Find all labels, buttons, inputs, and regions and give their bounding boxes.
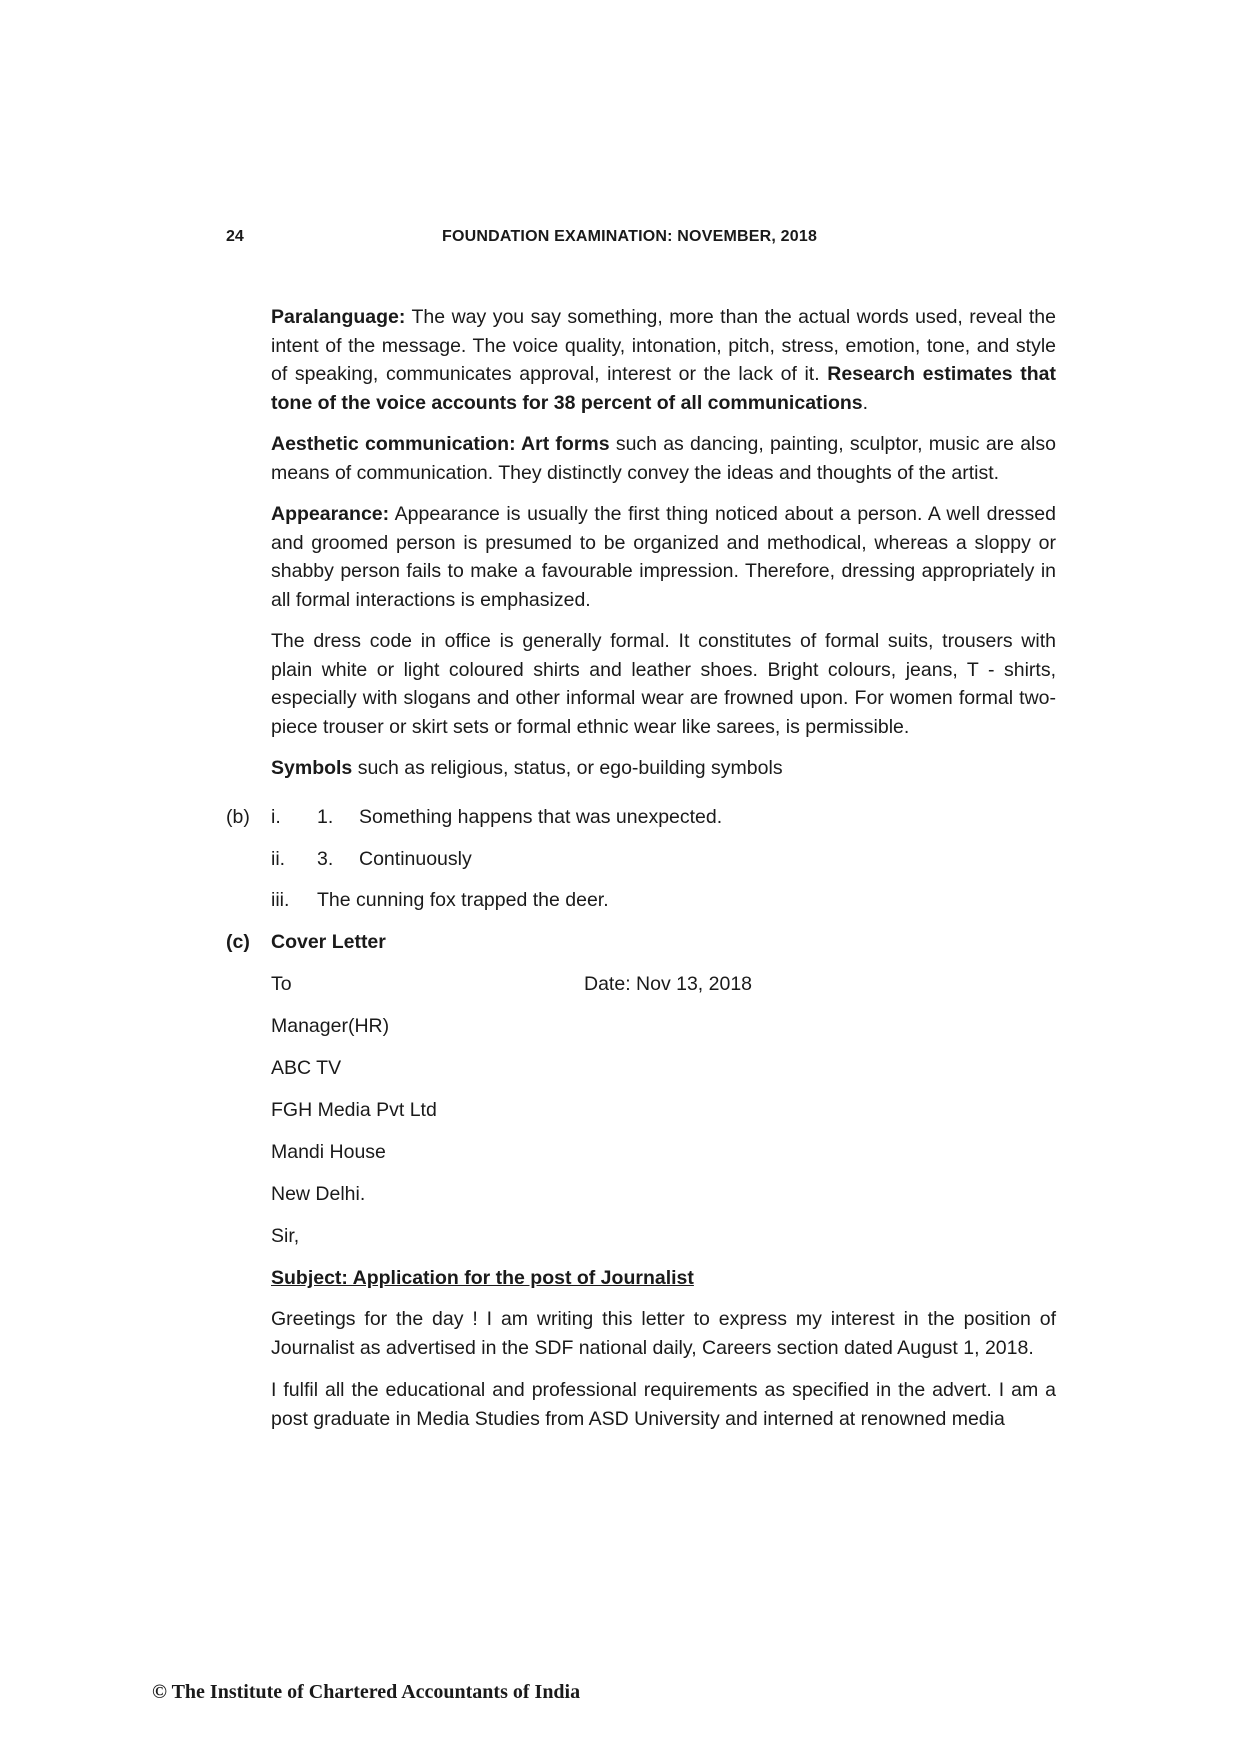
footer-copyright: © The Institute of Chartered Accountants of India	[152, 1681, 581, 1703]
paralanguage-term: Paralanguage:	[271, 306, 406, 328]
paralanguage-emphasis: Research estimates that tone of the voice accounts for 38 percent of all communications	[271, 363, 1056, 414]
aesthetic-text: such as dancing, painting, sculptor, music are also means of communication. They distinctly convey the ideas and thoughts of the artist.	[271, 433, 1056, 484]
letter-salutation: Sir,	[271, 1225, 300, 1247]
page-header-title: FOUNDATION EXAMINATION: NOVEMBER, 2018	[442, 228, 818, 245]
letter-date: Date: Nov 13, 2018	[584, 973, 753, 995]
paralanguage-paragraph	[271, 303, 1056, 417]
appearance-paragraph	[271, 500, 1056, 614]
page-number: 24	[226, 228, 244, 245]
list-item-text: Continuously	[359, 848, 472, 870]
list-item-text: The cunning fox trapped the deer.	[317, 889, 609, 911]
list-item	[271, 806, 722, 829]
symbols-text: such as religious, status, or ego-building symbols	[352, 757, 783, 779]
list-item	[271, 889, 609, 912]
letter-paragraph-1: Greetings for the day ! I am writing this letter to express my interest in the position of Journalist as advertised in the SDF national daily, Careers section dated August 1, 2018.	[271, 1308, 1056, 1359]
aesthetic-term: Aesthetic communication: Art forms	[271, 433, 610, 455]
list-item-text: Something happens that was unexpected.	[359, 806, 723, 828]
section-c-title: Cover Letter	[271, 931, 386, 953]
letter-to: To	[271, 973, 292, 995]
symbols-paragraph	[271, 754, 1056, 783]
paralanguage-text: The way you say something, more than the actual words used, reveal the intent of the message. The voice quality, intonation, pitch, stress, emotion, tone, and style of speaking, communicates approval, interest or the lack of it.	[271, 306, 1056, 385]
list-item-roman: i.	[271, 806, 281, 828]
appearance-text: Appearance is usually the first thing noticed about a person. A well dressed and groomed person is presumed to be organized and methodical, whereas a sloppy or shabby person fails to make a favourable impression. Therefore, dressing appropriately in all formal interactions is emphasized.	[271, 503, 1056, 611]
list-item-roman: iii.	[271, 889, 290, 911]
list-item-number: 3.	[317, 848, 334, 870]
symbols-term: Symbols	[271, 757, 353, 779]
list-item-number: 1.	[317, 806, 334, 828]
address-line: FGH Media Pvt Ltd	[271, 1099, 437, 1121]
paralanguage-end: .	[862, 391, 869, 414]
letter-paragraph-2: I fulfil all the educational and professional requirements as specified in the advert. I am a post graduate in Media Studies from ASD University and interned at renowned media	[271, 1379, 1056, 1430]
address-line: ABC TV	[271, 1057, 342, 1079]
appearance-term: Appearance:	[271, 503, 390, 525]
section-c-label: (c)	[226, 931, 250, 953]
list-item	[271, 848, 472, 871]
letter-subject: Subject: Application for the post of Journalist	[271, 1267, 694, 1289]
section-a-content	[271, 303, 1056, 796]
section-b-label: (b)	[226, 806, 250, 828]
address-line: Mandi House	[271, 1141, 386, 1163]
address-line: New Delhi.	[271, 1183, 366, 1205]
address-line: Manager(HR)	[271, 1015, 390, 1037]
dress-code-paragraph: The dress code in office is generally formal. It constitutes of formal suits, trousers with plain white or light coloured shirts and leather shoes. Bright colours, jeans, T - shirts, especially with slogans and other informal wear are frowned upon. For women formal two-piece trouser or skirt sets or formal ethnic wear like sarees, is permissible.	[271, 630, 1056, 738]
list-item-roman: ii.	[271, 848, 286, 870]
aesthetic-paragraph	[271, 430, 1056, 487]
